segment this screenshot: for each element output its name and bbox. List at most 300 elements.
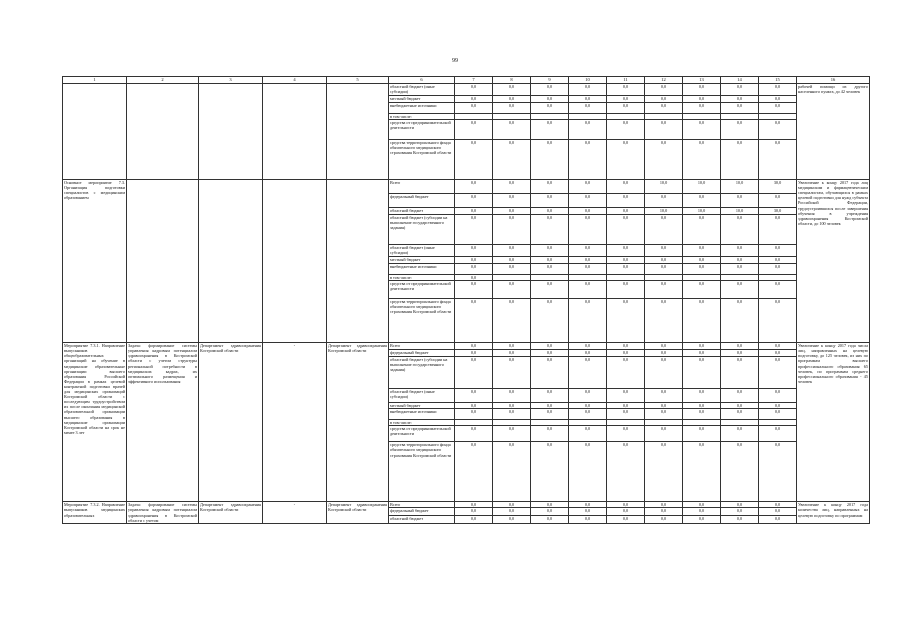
value-cell: 0,0 [493,426,531,442]
value-cell: 0,0 [455,299,493,343]
value-cell: 0,0 [569,299,607,343]
value-cell: 10,0 [721,180,759,194]
value-cell: 0,0 [531,343,569,350]
value-cell: 0,0 [607,357,645,389]
value-cell: 0,0 [607,96,645,103]
executor-cell: Департамент здравоохранения Костромской области [199,343,263,502]
value-cell: 0,0 [607,257,645,264]
value-cell: 0,0 [721,215,759,245]
column-header: 6 [389,77,455,84]
col4-cell [263,84,327,180]
value-cell: 0,0 [759,194,797,208]
value-cell: 0,0 [645,257,683,264]
funding-source: в том числе: [389,114,455,120]
value-cell: 0,0 [531,96,569,103]
value-cell: 0,0 [493,120,531,140]
value-cell: 0,0 [531,281,569,299]
value-cell: 0,0 [645,245,683,257]
value-cell: 0,0 [607,180,645,194]
task-cell [127,84,199,180]
value-cell: 0,0 [455,403,493,409]
value-cell: 0,0 [759,257,797,264]
value-cell: 0,0 [607,120,645,140]
value-cell: 0,0 [683,103,721,114]
value-cell: 0,0 [607,508,645,516]
value-cell: 0,0 [569,194,607,208]
value-cell: 0,0 [493,502,531,508]
funding-source: внебюджетные источники [389,409,455,420]
value-cell: 0,0 [455,409,493,420]
value-cell: 0,0 [493,299,531,343]
funding-source: областной бюджет (иные субсидии) [389,389,455,403]
value-cell: 0,0 [607,350,645,357]
coexecutor-cell [327,180,389,343]
value-cell: 0,0 [531,389,569,403]
value-cell: 0,0 [759,120,797,140]
value-cell: 0,0 [531,409,569,420]
value-cell: 0,0 [759,140,797,180]
value-cell: 0,0 [493,508,531,516]
value-cell: 0,0 [455,516,493,524]
value-cell: 0,0 [683,426,721,442]
value-cell: 0,0 [683,245,721,257]
value-cell: 0,0 [493,389,531,403]
value-cell: 10,0 [645,208,683,215]
value-cell: 0,0 [607,299,645,343]
value-cell: 0,0 [759,299,797,343]
column-header: 16 [797,77,870,84]
value-cell: 0,0 [531,357,569,389]
value-cell: 0,0 [493,409,531,420]
value-cell: 0,0 [683,140,721,180]
funding-source: федеральный бюджет [389,350,455,357]
value-cell: 0,0 [493,403,531,409]
value-cell: 0,0 [721,389,759,403]
col4-cell: - [263,343,327,502]
value-cell: 0,0 [493,140,531,180]
value-cell: 0,0 [759,281,797,299]
value-cell: 0,0 [455,275,493,281]
value-cell: 0,0 [721,264,759,275]
coexecutor-cell: Департамент здравоохранения Костромской области [327,343,389,502]
value-cell: 0,0 [721,508,759,516]
value-cell: 0,0 [493,208,531,215]
value-cell: 0,0 [607,208,645,215]
value-cell: 0,0 [683,442,721,502]
value-cell: 0,0 [569,389,607,403]
value-cell: 0,0 [607,502,645,508]
value-cell: 0,0 [645,442,683,502]
funding-source: областной бюджет (субсидии на выполнение государственного задания) [389,215,455,245]
result-cell: Увеличение к концу 2017 года лиц медицинским и фармацевтическим специалистам, обучающихся в рамках целевой подготовки для нужд субъекта Российской Федерации, трудоустроившихся после завершения обучения в учреждения здравоохранения Костромской области, до 100 человек [797,180,870,343]
value-cell: 0,0 [645,502,683,508]
value-cell: 0,0 [607,84,645,96]
task-cell: Задача: формирование системы управления кадровым потенциалом здравоохранения в Костромской области с учетом структуры региональной потребности в медицинских кадрах, их оптимального размещения и эффективного использования [127,343,199,502]
value-cell: 0,0 [721,357,759,389]
value-cell: 0,0 [721,299,759,343]
value-cell: 0,0 [531,245,569,257]
funding-source: средства территориального фонда обязательного медицинского страхования Костромской области [389,140,455,180]
column-header: 12 [645,77,683,84]
measure-name: Мероприятие 7.3.1. Направление выпускников общеобразовательных организаций на обучение в медицинские образовательные организации высшего образования Российской Федерации в рамках целевой контрактной подготовки врачей для медицинских организаций Костромской области с последующим трудоустройством их после окончания медицинской образовательной организации высшего образования в медицинские организации Костромской области на срок не менее 3 лет [63,343,127,502]
value-cell: 0,0 [607,140,645,180]
value-cell: 0,0 [721,257,759,264]
value-cell: 0,0 [493,180,531,194]
value-cell: 0,0 [455,508,493,516]
value-cell: 0,0 [607,343,645,350]
executor-cell [199,180,263,343]
value-cell: 0,0 [607,264,645,275]
value-cell: 0,0 [569,357,607,389]
value-cell: 0,0 [683,508,721,516]
value-cell: 0,0 [455,281,493,299]
value-cell: 30,0 [759,208,797,215]
value-cell: 0,0 [455,245,493,257]
value-cell: 0,0 [493,215,531,245]
value-cell: 0,0 [759,350,797,357]
value-cell: 0,0 [493,257,531,264]
column-header: 13 [683,77,721,84]
value-cell: 0,0 [759,357,797,389]
funding-source: средства территориального фонда обязательного медицинского страхования Костромской области [389,299,455,343]
funding-source: средства от предпринимательской деятельности [389,281,455,299]
value-cell: 0,0 [683,357,721,389]
value-cell: 0,0 [531,403,569,409]
funding-source: средства территориального фонда обязательного медицинского страхования Костромской области [389,442,455,502]
value-cell: 0,0 [531,194,569,208]
value-cell: 0,0 [607,281,645,299]
column-header: 11 [607,77,645,84]
value-cell: 0,0 [645,281,683,299]
column-header: 9 [531,77,569,84]
value-cell: 0,0 [721,96,759,103]
funding-source: областной бюджет (иные субсидии) [389,84,455,96]
value-cell: 0,0 [683,84,721,96]
value-cell: 0,0 [645,426,683,442]
value-cell: 0,0 [645,194,683,208]
value-cell: 0,0 [683,350,721,357]
funding-source: областной бюджет [389,208,455,215]
table-row [63,84,870,96]
value-cell: 0,0 [493,281,531,299]
page-number: 99 [452,58,458,64]
value-cell: 0,0 [569,208,607,215]
value-cell: 0,0 [759,502,797,508]
value-cell: 0,0 [759,245,797,257]
value-cell: 0,0 [683,281,721,299]
value-cell: 0,0 [645,96,683,103]
value-cell: 0,0 [455,215,493,245]
value-cell: 0,0 [683,120,721,140]
value-cell: 0,0 [455,502,493,508]
funding-source: областной бюджет [389,516,455,524]
result-cell: рабочей помощи из другого населенного пункта, до 42 человек [797,84,870,180]
value-cell: 0,0 [645,343,683,350]
value-cell: 0,0 [569,257,607,264]
column-header: 4 [263,77,327,84]
value-cell: 0,0 [721,120,759,140]
value-cell: 0,0 [721,194,759,208]
value-cell: 0,0 [493,516,531,524]
value-cell: 0,0 [607,389,645,403]
value-cell: 0,0 [759,215,797,245]
value-cell: 0,0 [759,343,797,350]
value-cell: 10,0 [683,208,721,215]
value-cell: 0,0 [607,194,645,208]
column-header: 14 [721,77,759,84]
value-cell: 0,0 [721,343,759,350]
value-cell: 0,0 [569,343,607,350]
value-cell: 0,0 [683,264,721,275]
value-cell: 0,0 [645,409,683,420]
value-cell: 0,0 [569,350,607,357]
col4-cell [263,180,327,343]
table-row [63,180,870,194]
value-cell: 0,0 [721,403,759,409]
column-header: 7 [455,77,493,84]
value-cell: 0,0 [721,502,759,508]
value-cell: 0,0 [531,180,569,194]
value-cell: 0,0 [455,208,493,215]
value-cell: 0,0 [569,409,607,420]
value-cell: 0,0 [721,281,759,299]
funding-source: федеральный бюджет [389,194,455,208]
value-cell: 0,0 [607,426,645,442]
value-cell: 0,0 [645,103,683,114]
value-cell: 0,0 [721,245,759,257]
funding-source: Всего [389,180,455,194]
funding-source: средства от предпринимательской деятельности [389,426,455,442]
value-cell: 0,0 [531,257,569,264]
value-cell: 0,0 [645,299,683,343]
value-cell: 0,0 [569,281,607,299]
value-cell: 0,0 [759,442,797,502]
coexecutor-cell [327,84,389,180]
value-cell: 0,0 [455,96,493,103]
value-cell: 0,0 [569,245,607,257]
value-cell: 0,0 [569,502,607,508]
value-cell: 0,0 [759,516,797,524]
value-cell: 0,0 [683,96,721,103]
column-header: 2 [127,77,199,84]
value-cell: 0,0 [493,343,531,350]
value-cell: 10,0 [721,208,759,215]
funding-source: местный бюджет [389,96,455,103]
funding-table [62,76,870,524]
value-cell: 0,0 [569,96,607,103]
value-cell: 0,0 [759,403,797,409]
value-cell: 0,0 [455,357,493,389]
value-cell: 0,0 [683,343,721,350]
value-cell: 0,0 [645,508,683,516]
funding-source: внебюджетные источники [389,264,455,275]
value-cell: 0,0 [645,140,683,180]
value-cell: 0,0 [455,389,493,403]
measure-name [63,84,127,180]
value-cell: 0,0 [531,502,569,508]
value-cell: 0,0 [531,516,569,524]
column-header: 10 [569,77,607,84]
funding-source: средства от предпринимательской деятельности [389,120,455,140]
value-cell: 0,0 [645,516,683,524]
value-cell: 0,0 [607,103,645,114]
value-cell: 0,0 [683,194,721,208]
value-cell: 0,0 [493,264,531,275]
value-cell: 0,0 [493,96,531,103]
value-cell: 0,0 [683,403,721,409]
value-cell: 0,0 [455,120,493,140]
value-cell: 0,0 [569,120,607,140]
value-cell: 0,0 [721,426,759,442]
value-cell: 0,0 [455,264,493,275]
funding-source: областной бюджет (иные субсидии) [389,245,455,257]
value-cell: 0,0 [645,264,683,275]
column-header: 3 [199,77,263,84]
value-cell: 0,0 [531,84,569,96]
value-cell: 0,0 [721,140,759,180]
value-cell: 0,0 [493,84,531,96]
value-cell: 0,0 [531,426,569,442]
value-cell: 0,0 [455,103,493,114]
value-cell: 0,0 [645,350,683,357]
value-cell: 0,0 [683,389,721,403]
value-cell: 0,0 [531,103,569,114]
funding-source: местный бюджет [389,403,455,409]
value-cell: 0,0 [721,409,759,420]
value-cell: 0,0 [493,194,531,208]
value-cell: 0,0 [759,96,797,103]
value-cell: 0,0 [645,120,683,140]
value-cell: 0,0 [455,194,493,208]
value-cell: 0,0 [455,257,493,264]
value-cell: 0,0 [531,350,569,357]
value-cell: 0,0 [455,84,493,96]
value-cell: 0,0 [531,120,569,140]
value-cell: 0,0 [721,350,759,357]
value-cell: 0,0 [455,180,493,194]
value-cell: 0,0 [683,502,721,508]
value-cell: 0,0 [721,103,759,114]
value-cell: 0,0 [569,103,607,114]
value-cell: 0,0 [569,426,607,442]
value-cell: 0,0 [455,350,493,357]
value-cell: 30,0 [759,180,797,194]
column-header: 8 [493,77,531,84]
task-cell: Задача: формирование системы управления кадровым потенциалом здравоохранения в Костромской области с учетом [128,502,197,523]
value-cell: 0,0 [569,442,607,502]
value-cell: 0,0 [759,508,797,516]
value-cell: 0,0 [721,84,759,96]
value-cell: 0,0 [455,442,493,502]
value-cell: 0,0 [759,409,797,420]
table-row [63,343,870,350]
value-cell: 0,0 [531,208,569,215]
value-cell: 0,0 [493,442,531,502]
value-cell: 0,0 [645,215,683,245]
column-header: 1 [63,77,127,84]
value-cell: 0,0 [607,215,645,245]
value-cell: 0,0 [759,84,797,96]
executor-cell: Департамент здравоохранения Костромской области [199,502,263,524]
value-cell: 0,0 [569,403,607,409]
measure-name: Основное мероприятие 7.3. Организация подготовки специалистов с медицинским образованием [63,180,127,343]
value-cell: 0,0 [721,516,759,524]
value-cell: 0,0 [455,140,493,180]
column-header: 15 [759,77,797,84]
value-cell: 0,0 [683,516,721,524]
value-cell: 0,0 [531,140,569,180]
value-cell: 0,0 [645,357,683,389]
value-cell: 0,0 [455,426,493,442]
value-cell: 0,0 [569,84,607,96]
value-cell: 0,0 [569,215,607,245]
funding-source: местный бюджет [389,257,455,264]
value-cell: 0,0 [759,389,797,403]
funding-source: внебюджетные источники [389,103,455,114]
funding-source: в том числе: [389,275,455,281]
task-cell [127,180,199,343]
value-cell: 0,0 [683,409,721,420]
col4-cell: - [263,502,327,524]
value-cell: 0,0 [645,84,683,96]
value-cell: 0,0 [759,103,797,114]
value-cell: 0,0 [645,389,683,403]
value-cell: 0,0 [569,140,607,180]
value-cell: 0,0 [569,180,607,194]
value-cell: 0,0 [493,357,531,389]
value-cell: 0,0 [759,426,797,442]
value-cell: 0,0 [607,516,645,524]
value-cell: 0,0 [493,350,531,357]
value-cell: 0,0 [569,264,607,275]
value-cell: 0,0 [569,508,607,516]
value-cell: 0,0 [531,442,569,502]
executor-cell [199,84,263,180]
result-cell: Увеличение к концу 2017 года числа лиц, направленных на целевую подготовку, до 125 человек, из них по программам высшего профессионального образования 65 человек, по программам среднего профессионального образования - 45 человек [797,343,870,502]
value-cell: 0,0 [683,299,721,343]
measure-name: Мероприятие 7.3.2. Направление выпускников медицинских образовательных [63,502,127,524]
funding-source: федеральный бюджет [389,508,455,516]
value-cell: 0,0 [607,403,645,409]
result-cell: Увеличение к концу 2017 года количества лиц, направленных на целевую подготовку по программам [797,502,870,524]
value-cell: 0,0 [607,442,645,502]
value-cell: 0,0 [607,409,645,420]
value-cell: 0,0 [455,343,493,350]
value-cell: 0,0 [645,403,683,409]
value-cell: 0,0 [531,508,569,516]
value-cell: 0,0 [721,442,759,502]
column-header: 5 [327,77,389,84]
value-cell: 0,0 [531,215,569,245]
value-cell: 0,0 [683,257,721,264]
value-cell: 0,0 [531,264,569,275]
value-cell: 0,0 [759,264,797,275]
value-cell: 0,0 [531,299,569,343]
value-cell: 0,0 [607,245,645,257]
funding-source: Всего [389,502,455,508]
value-cell: 0,0 [493,103,531,114]
value-cell: 0,0 [493,245,531,257]
value-cell: 0,0 [569,516,607,524]
header-row [63,77,870,84]
funding-source: Всего [389,343,455,350]
funding-source: областной бюджет (субсидии на выполнение государственного задания) [389,357,455,389]
coexecutor-cell: Департамент здравоохранения Костромской области [327,502,389,524]
value-cell: 10,0 [645,180,683,194]
funding-source: в том числе: [389,420,455,426]
value-cell: 10,0 [683,180,721,194]
value-cell: 0,0 [683,215,721,245]
